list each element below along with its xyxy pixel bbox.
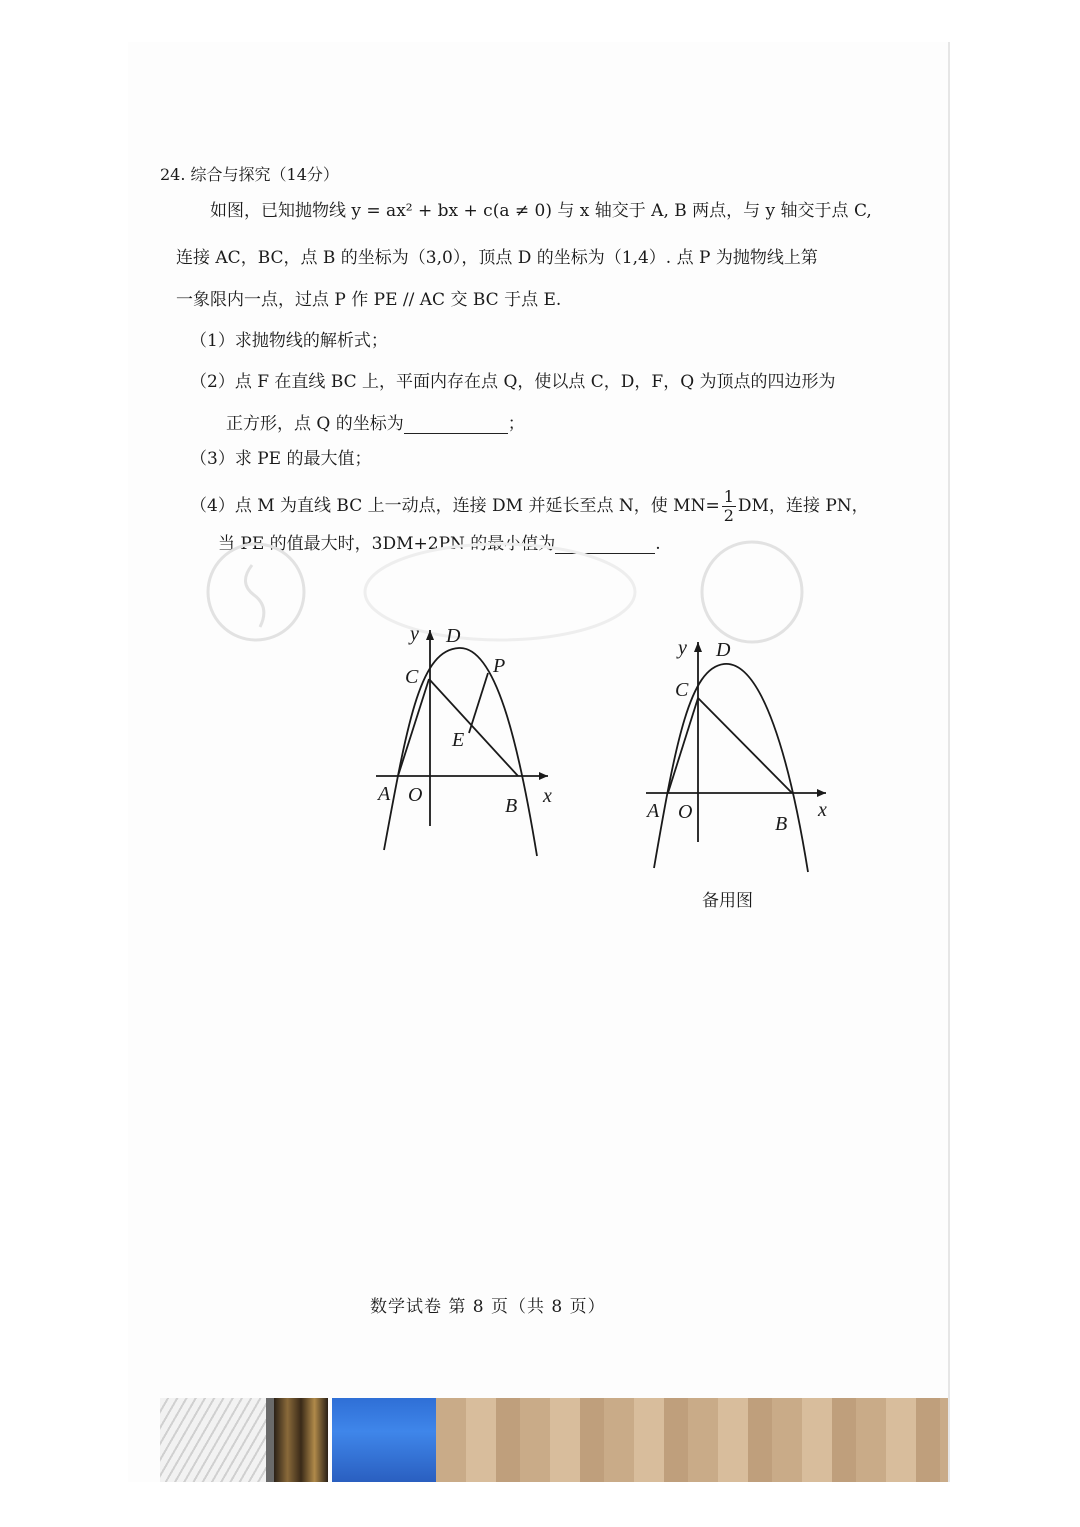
segment-bc [698,698,792,793]
label-d: D [716,639,731,661]
book-cover [274,1398,328,1482]
problem-intro-line-3: 一象限内一点，过点 P 作 PE // AC 交 BC 于点 E. [176,290,562,310]
problem-intro-line-2: 连接 AC，BC，点 B 的坐标为（3,0），顶点 D 的坐标为（1,4）. 点 P 为抛物线上第 [176,248,818,268]
fraction-numerator: 1 [723,487,734,506]
x-axis-arrow [817,789,826,797]
segment-ac [668,698,698,793]
label-p: P [493,655,506,677]
question-4-end: . [655,534,661,554]
wooden-desk [436,1398,948,1482]
question-4-text-c: 当 PE 的值最大时，3DM+2PN 的最小值为 [218,534,556,554]
problem-title: 24. 综合与探究（14分） [160,165,339,184]
blue-folder [332,1398,436,1482]
question-2-text: 正方形，点 Q 的坐标为 [226,414,404,434]
label-y: y [678,637,687,659]
question-4-text-b: DM，连接 PN， [737,496,869,516]
segment-bc [429,679,518,776]
question-1: （1）求抛物线的解析式； [190,331,388,351]
label-e: E [452,729,465,751]
page-footer: 数学试卷 第 8 页（共 8 页） [370,1297,606,1317]
backup-figure [646,642,826,872]
question-2-line-1: （2）点 F 在直线 BC 上，平面内存在点 Q，使以点 C，D，F，Q 为顶点的四边形为 [190,372,836,392]
label-b: B [775,813,788,835]
label-o: O [408,784,423,806]
desk-background-strip [150,1398,948,1482]
label-a: A [647,800,660,822]
segment-pe [469,673,488,733]
question-3: （3）求 PE 的最大值； [190,449,372,469]
segment-ac [398,679,429,776]
fraction-denominator: 2 [723,506,734,525]
question-4-text-a: （4）点 M 为直线 BC 上一动点，连接 DM 并延长至点 N，使 MN= [190,496,720,516]
label-x: x [818,799,827,821]
question-2-end: ； [507,414,525,434]
striped-paper [160,1398,266,1482]
backup-figure-caption: 备用图 [702,891,753,911]
label-d: D [446,625,461,647]
label-y: y [410,623,419,645]
book-edge [266,1398,274,1482]
y-axis-arrow [694,642,702,652]
label-b: B [505,795,518,817]
label-o: O [678,801,693,823]
label-a: A [378,783,391,805]
label-x: x [543,785,552,807]
bleed-through-marks [208,542,802,642]
label-c: C [405,666,419,688]
problem-intro-line-1: 如图，已知抛物线 y = ax² + bx + c(a ≠ 0) 与 x 轴交于 A, B 两点，与 y 轴交于点 C, [210,201,872,221]
x-axis-arrow [539,772,548,780]
label-c: C [675,679,689,701]
